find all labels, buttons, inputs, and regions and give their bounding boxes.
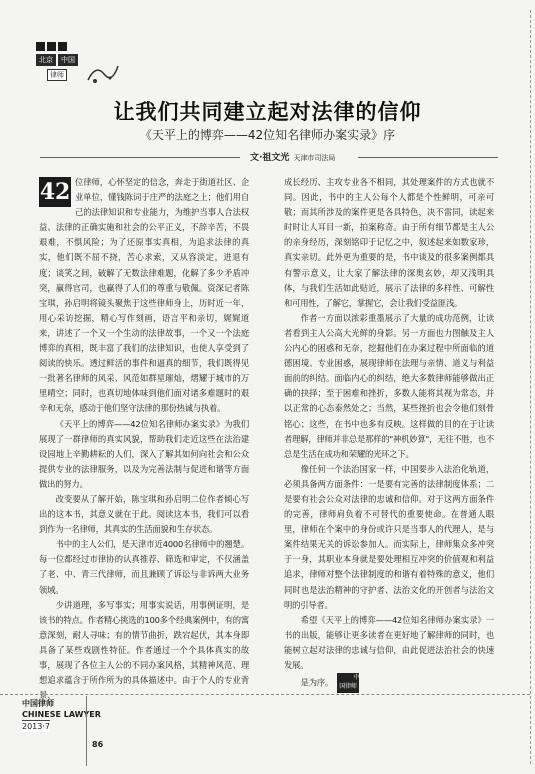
author-name: 文·祖文光 <box>250 153 290 163</box>
magazine-name-cn: 中国律师 <box>22 699 54 708</box>
footer-divider <box>0 694 530 695</box>
logo-square <box>36 42 45 51</box>
byline-rule-left <box>40 157 240 158</box>
paragraph: 改变要从了解开始，陈宝琪和孙启明二位作者倾心写出的这本书，其意义就在于此。阅读这本书，我们可以看到作为一名律师，其真实的生活面貌和生存状态。 <box>39 493 249 535</box>
byline <box>40 150 498 164</box>
paragraph <box>284 673 494 693</box>
issue-date: 2013·7 <box>22 722 50 731</box>
article-subtitle: 《天平上的博弈——42位知名律师办案实录》序 <box>139 128 396 142</box>
paragraph: 像任何一个法治国家一样，中国要步入法治化轨道，必须具备两方面条件：一是要有完善的法律制度体系；二是要有社会公众对法律的忠诚和信仰。对于这两方面条件的完善，律师肩负着不可替代的重要使命。在普通人眼里，律师在个案中的身份或许只是当事人的代理人，是与案件结果无关的诉讼参加人。而实际上，律师集众多冲突于一身，其职业本身就是要处理相互冲突的价值观和利益追求，律师对整个法律制度的和谐有着特殊的意义，他们同时也是法治精神的守护者、法治文化的开创者与法治文明的引导者。 <box>284 463 494 610</box>
paragraph: 作者一方面以浓彩重墨展示了大量的成功范例，让读者看到主人公高大光鲜的身影。另一方面也力图触及主人公内心的困惑和无奈，挖掘他们在办案过程中所面临的道德困境、专业困惑，展现律师在法理与亲情、道义与利益面前的纠结。面临内心的纠结，绝大多数律师能够做出正确的抉择；至于困难和挫折，多数人能将其视为常态，并以正常的心态泰然处之；当然，某些挫折也会令他们刻骨铭心；这些，在书中也多有反映。这样做的目的在于让读者理解，律师并非总是那样的"神机妙算"，无往不胜，也不总是生活在成功和荣耀的光环之下。 <box>284 312 494 459</box>
end-stamp: 中国律师 <box>337 673 359 693</box>
logo-cell: 律师 <box>47 69 67 81</box>
paragraph: 希望《天平上的博弈——42位知名律师办案实录》一书的出版，能够让更多读者在更好地了解律师的同时，也能树立起对法律的忠诚与信仰，由此促进法治社会的快速发展。 <box>284 614 494 670</box>
closing-text: 是为序。 <box>300 677 333 688</box>
article-title: 让我们共同建立起对法律的信仰 <box>113 100 422 124</box>
logo-square <box>58 42 67 51</box>
author-affiliation: 天津市司法局 <box>293 154 336 162</box>
body-column-right <box>284 175 494 693</box>
paragraph: 少讲道理，多写事实；用事实说话，用事例证明，是该书的特点。作者精心挑选的100多个经典案例中，有的寓意深刻，耐人寻味；有的情节曲折，跌宕起伏，其本身即具备了某些戏剧性特征。作者通过一个个具体真实的故事，展现了各位主人公的不同办案风格，其精神风范、理想追求蕴含于所作所为的具体描述中。由于个人的专业背景、 <box>39 599 249 701</box>
footer-vertical-rule <box>86 696 87 766</box>
byline-rule-right <box>358 157 498 158</box>
magazine-logo <box>36 42 82 88</box>
paragraph <box>39 175 249 417</box>
paragraph-text: 位律师，心怀坚定的信念，奔走于街道社区、企业单位，懂钱陈词于庄严的法庭之上；他们用自己的法律知识和专业能力，为维护当事人合法权益、法律的正确实施和社会的公平正义，不辞辛苦，不畏艰难，不惧风险；为了还原事实真相，为追求法律的真实，他们既不屈不挠，苦心求索，又从容淡定，进退有度；谈笑之间，破解了无数法律难题，化解了多少矛盾冲突，赢得官司，也赢得了人们的尊重与敬佩。资深记者陈宝琪，孙启明将镜头聚焦于这些律师身上，历时近一年，用心采访挖掘，精心写作刻画，语言平和亲切，娓娓道来，讲述了一个又一个生动的法律故事，一个又一个法庭博弈的真相，既丰富了我们的法律知识，也使人享受到了阅读的快乐。透过鲜活的事件和逼真的细节，我们既得见一批著名律师的风采、风范如群星璀灿，熠耀于城市的万里晴空；同时，也真切地体味到他们面对诸多难题时的艰辛和无奈，感动于他们坚守法律的那份热诚与执着。 <box>39 177 249 414</box>
logo-cell: 北京 <box>36 54 56 66</box>
drop-cap: 42 <box>39 179 71 205</box>
body-column-left <box>39 175 249 703</box>
paragraph: 书中的主人公们，是天津市近4000名律师中的翘楚。每一位都经过市律协的认真推荐、筛选和审定，不仅涵盖了老、中、青三代律师，而且兼顾了诉讼与非诉两大业务领域。 <box>39 539 249 595</box>
logo-square <box>47 42 56 51</box>
author-block <box>250 150 335 163</box>
page-number: 86 <box>92 740 104 749</box>
decorative-mark-icon <box>86 60 120 86</box>
magazine-footer <box>22 698 101 732</box>
magazine-name-en: CHINESE LAWYER <box>22 710 101 719</box>
paragraph: 成长经历、主攻专业各不相同，其处理案件的方式也就不同。因此，书中的主人公每个人都是个性鲜明，可亲可敬；而其所涉及的案件更是各具特色，决不雷同，读起来时时让人耳目一新，拍案称奇。由于所有细节都是主人公的亲身经历，深刻铭印于记忆之中，叙述起来如数家珍，真实亲切。此外更为重要的是，书中谈及的很多案例都具有警示意义，让大家了解法律的深奥玄妙，却又浅明具体，与我们生活如此贴近，展示了法律的多样性、可解性和可用性，了解它，掌握它，会让我们受益匪浅。 <box>284 177 494 308</box>
logo-cell: 中国 <box>58 54 78 66</box>
paragraph: 《天平上的博弈——42位知名律师办案实录》为我们展现了一群律师的真实风貌，帮助我们走近这些在法治建设园地上辛勤耕耘的人们，深入了解其如何向社会和公众提供专业的法律服务，以及为完善法制与促进和谐等方面做出的努力。 <box>39 418 249 489</box>
